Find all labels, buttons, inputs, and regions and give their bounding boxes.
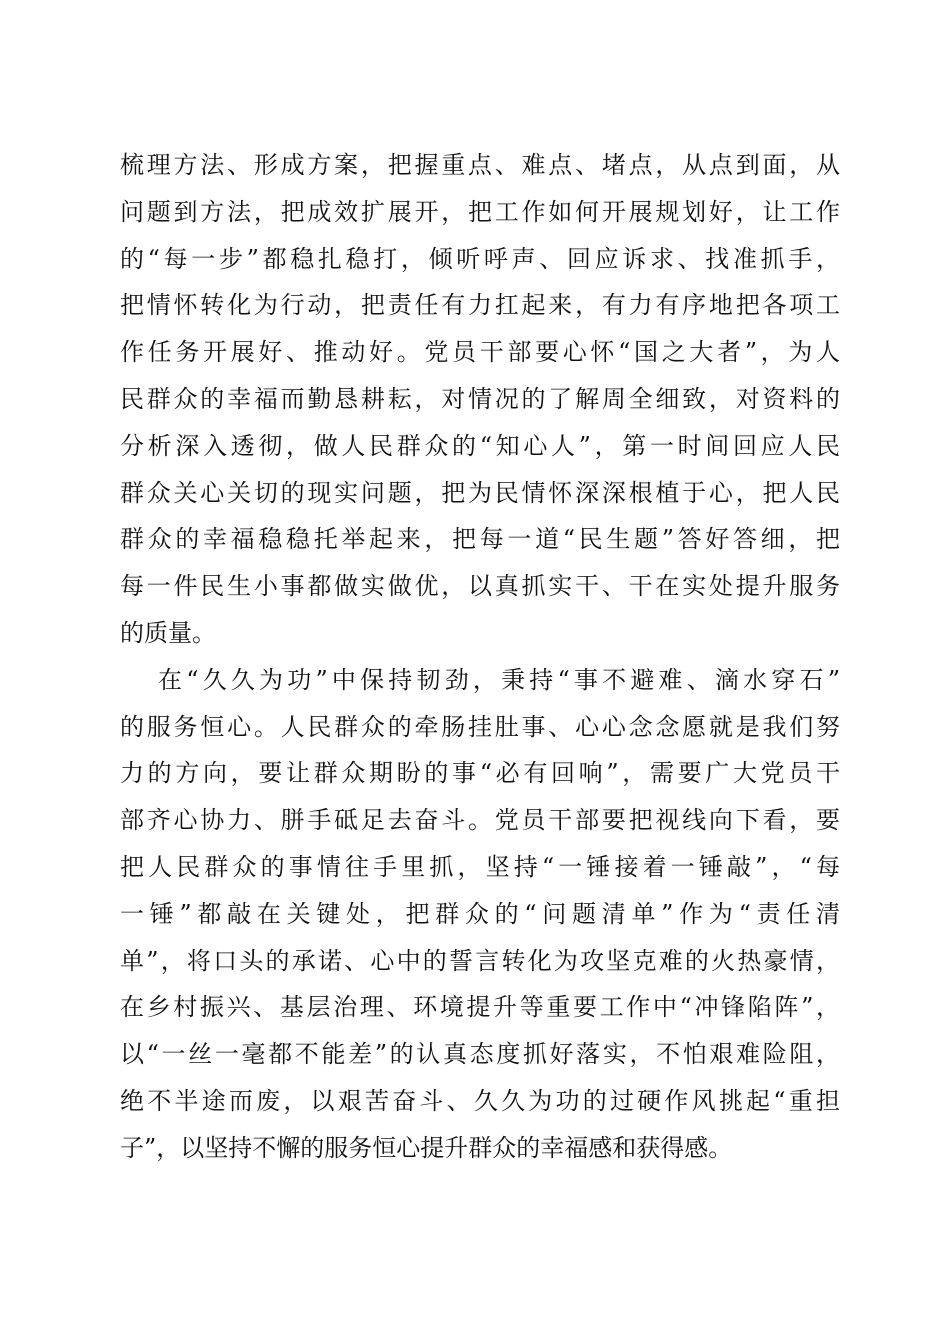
text-line: 在“久久为功”中保持韧劲，秉持“事不避难、滴水穿石” (158, 665, 840, 694)
text-line: 的服务恒心。人民群众的牵肠挂肚事、心心念念愿就是我们努 (120, 712, 840, 741)
text-line: 民群众的幸福而勤恳耕耘，对情况的了解周全细致，对资料的 (120, 384, 840, 413)
text-line: 一锤”都敲在关键处，把群众的“问题清单”作为“责任清 (120, 899, 840, 928)
text-line: 把情怀转化为行动，把责任有力扛起来，有力有序地把各项工 (120, 291, 840, 320)
paragraph-2 (120, 657, 840, 1172)
text-line: 绝不半途而废，以艰苦奋斗、久久为功的过硬作风挑起“重担 (120, 1086, 840, 1115)
text-line: 子”，以坚持不懈的服务恒心提升群众的幸福感和获得感。 (120, 1133, 733, 1162)
text-line: 把人民群众的事情往手里抓，坚持“一锤接着一锤敲”，“每 (120, 852, 840, 881)
text-line: 在乡村振兴、基层治理、环境提升等重要工作中“冲锋陷阵”， (120, 993, 840, 1022)
text-line: 每一件民生小事都做实做优，以真抓实干、干在实处提升服务 (120, 572, 840, 601)
text-line: 力的方向，要让群众期盼的事“必有回响”，需要广大党员干 (120, 759, 840, 788)
text-line: 问题到方法，把成效扩展开，把工作如何开展规划好，让工作 (120, 197, 840, 226)
text-line: 分析深入透彻，做人民群众的“知心人”，第一时间回应人民 (120, 431, 840, 460)
body-text (120, 142, 840, 1172)
text-line: 的“每一步”都稳扎稳打，倾听呼声、回应诉求、找准抓手， (120, 244, 840, 273)
text-line: 部齐心协力、胼手砥足去奋斗。党员干部要把视线向下看，要 (120, 806, 840, 835)
text-line: 以“一丝一毫都不能差”的认真态度抓好落实，不怕艰难险阻， (120, 1040, 840, 1069)
paragraph-1 (120, 142, 840, 657)
text-line: 作任务开展好、推动好。党员干部要心怀“国之大者”，为人 (120, 338, 840, 367)
text-line: 单”，将口头的承诺、心中的誓言转化为攻坚克难的火热豪情， (120, 946, 840, 975)
text-line: 群众的幸福稳稳托举起来，把每一道“民生题”答好答细，把 (120, 525, 840, 554)
text-line: 的质量。 (120, 618, 216, 647)
text-line: 群众关心关切的现实问题，把为民情怀深深根植于心，把人民 (120, 478, 840, 507)
text-line: 梳理方法、形成方案，把握重点、难点、堵点，从点到面，从 (120, 151, 840, 179)
